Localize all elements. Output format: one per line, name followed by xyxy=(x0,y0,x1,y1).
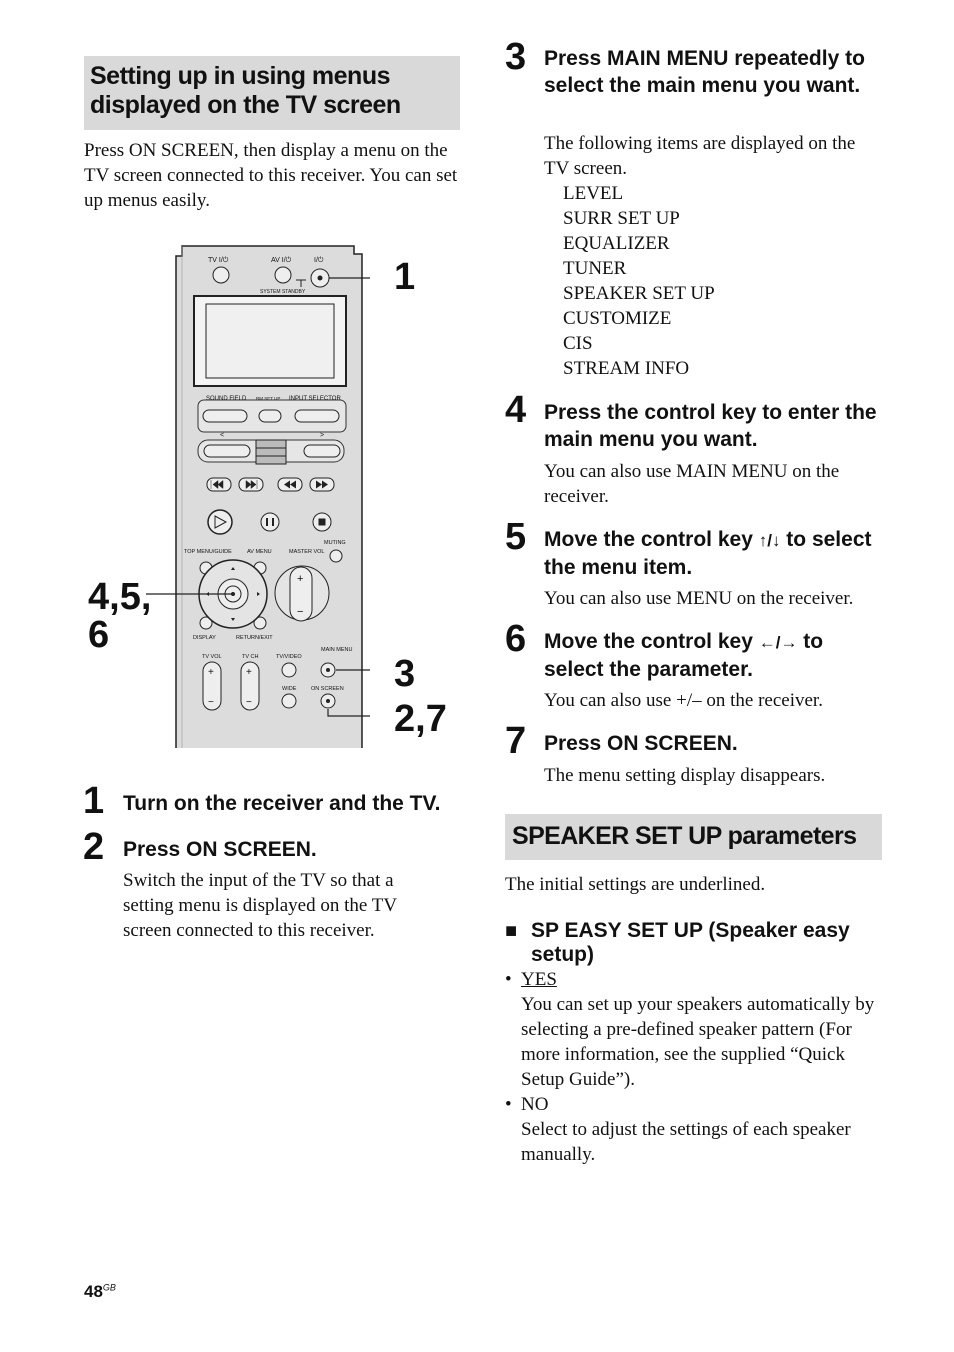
step-3-number: 3 xyxy=(505,36,527,78)
tv-vol-label: TV VOL xyxy=(202,654,222,660)
vol-plus-label: + xyxy=(297,573,304,585)
rm-set-up-label: RM SET UP xyxy=(256,396,281,401)
muting-button[interactable] xyxy=(330,550,342,562)
menu-item-surr-set-up: SURR SET UP xyxy=(563,208,680,229)
input-selector-button[interactable] xyxy=(295,410,339,422)
sp-easy-set-up-subheading xyxy=(505,919,885,967)
step-4-body: You can also use MAIN MENU on the receiver. xyxy=(544,461,840,507)
power-label: I/⏻ xyxy=(314,257,324,264)
menu-item-speaker-set-up: SPEAKER SET UP xyxy=(563,283,715,304)
menu-item-level: LEVEL xyxy=(563,183,624,204)
tv-ch-plus-label: + xyxy=(246,667,252,678)
rm-set-up-button[interactable] xyxy=(259,410,281,422)
tv-vol-plus-label: + xyxy=(208,667,214,678)
step-6-heading xyxy=(544,628,884,683)
tv-ch-label: TV CH xyxy=(242,654,259,660)
yes-description: You can set up your speakers automatically by selecting a pre-defined speaker pattern (For more information, see the supplied “Quick Setup Guide”). xyxy=(521,994,875,1090)
bullet-icon: • xyxy=(505,969,512,990)
step-3-body: The following items are displayed on the TV screen. xyxy=(544,133,856,179)
tv-video-label: TV/VIDEO xyxy=(276,654,302,660)
page-number-value: 48 xyxy=(84,1282,103,1301)
yes-label: YES xyxy=(521,969,557,990)
step-1-heading: Turn on the receiver and the TV. xyxy=(123,792,441,815)
input-left-button[interactable] xyxy=(204,445,250,457)
page-number xyxy=(84,1282,116,1302)
tv-ch-minus-label: − xyxy=(246,697,252,708)
step-7-body: The menu setting display disappears. xyxy=(544,765,826,786)
menu-item-cis: CIS xyxy=(563,333,593,354)
section-title-line2: displayed on the TV screen xyxy=(90,91,401,119)
step-1-number: 1 xyxy=(83,780,105,822)
no-option xyxy=(505,1092,882,1167)
input-selector-label: INPUT SELECTOR xyxy=(289,396,341,402)
sound-field-label: SOUND FIELD xyxy=(206,396,247,402)
display-label: DISPLAY xyxy=(193,635,216,641)
menu-item-stream-info: STREAM INFO xyxy=(563,358,690,379)
step-6-heading-post: to select the parameter. xyxy=(544,630,824,681)
section-title-line1: Setting up in using menus xyxy=(90,62,390,90)
tv-power-label: TV I/⏻ xyxy=(208,257,229,264)
step-5-heading-pre: Move the control key xyxy=(544,528,759,551)
callout-3: 3 xyxy=(394,653,416,695)
remote-control-illustration xyxy=(170,242,370,748)
system-standby-label: SYSTEM STANDBY xyxy=(260,289,306,295)
step-5-body: You can also use MENU on the receiver. xyxy=(544,588,854,609)
pause-button[interactable] xyxy=(261,513,279,531)
menu-item-customize: CUSTOMIZE xyxy=(563,308,672,329)
step-5-number: 5 xyxy=(505,516,527,558)
play-button[interactable] xyxy=(208,510,232,534)
step-3-heading: Press MAIN MENU repeatedly to select the main menu you want. xyxy=(544,47,865,97)
callout-1: 1 xyxy=(394,256,416,298)
step-4-number: 4 xyxy=(505,389,527,431)
left-label: < xyxy=(220,432,225,439)
sound-field-button[interactable] xyxy=(203,410,247,422)
main-menu-label: MAIN MENU xyxy=(321,647,353,653)
page-suffix: GB xyxy=(102,1282,116,1293)
step-7-heading: Press ON SCREEN. xyxy=(544,732,738,755)
av-power-label: AV I/⏻ xyxy=(271,257,292,264)
menu-item-tuner: TUNER xyxy=(563,258,627,279)
step-5-heading xyxy=(544,526,884,581)
sub-title-line2: setup) xyxy=(531,943,594,966)
section-heading xyxy=(84,56,460,130)
right-label: > xyxy=(320,432,325,439)
on-screen-label: ON SCREEN xyxy=(311,686,344,692)
top-menu-label: TOP MENU/GUIDE xyxy=(184,549,232,555)
square-bullet-icon: ■ xyxy=(505,920,518,942)
callout-line-456 xyxy=(146,590,236,600)
vol-minus-label: − xyxy=(297,606,304,618)
tv-power-button[interactable] xyxy=(213,267,229,283)
menu-item-equalizer: EQUALIZER xyxy=(563,233,670,254)
up-down-arrows-icon: ↑/↓ xyxy=(758,531,781,550)
callout-4-5-6 xyxy=(88,578,151,654)
callout-2-7: 2,7 xyxy=(394,698,447,740)
step-6-number: 6 xyxy=(505,618,527,660)
sub-title-line1: SP EASY SET UP (Speaker easy xyxy=(531,919,850,942)
step-6-heading-pre: Move the control key xyxy=(544,630,759,653)
speaker-set-up-heading xyxy=(505,814,882,860)
av-power-button[interactable] xyxy=(275,267,291,283)
bullet-icon: • xyxy=(505,1094,512,1115)
left-right-arrows-icon: ←/→ xyxy=(758,633,798,652)
wide-label: WIDE xyxy=(282,686,297,692)
tv-video-button[interactable] xyxy=(282,663,296,677)
yes-option xyxy=(505,967,882,1092)
step-2-number: 2 xyxy=(83,826,105,868)
return-exit-label: RETURN/EXIT xyxy=(236,635,273,641)
main-menu-list xyxy=(563,181,715,381)
step-2-body: Switch the input of the TV so that a setting menu is displayed on the TV screen connected to this receiver. xyxy=(123,870,397,941)
step-2-heading: Press ON SCREEN. xyxy=(123,838,317,861)
step-5-heading-post: to select the menu item. xyxy=(544,528,872,579)
step-4-heading: Press the control key to enter the main menu you want. xyxy=(544,401,877,451)
tv-vol-minus-label: − xyxy=(208,697,214,708)
no-label: NO xyxy=(521,1094,549,1115)
step-6-body: You can also use +/– on the receiver. xyxy=(544,690,823,711)
no-description: Select to adjust the settings of each speaker manually. xyxy=(521,1119,851,1165)
speaker-set-up-intro: The initial settings are underlined. xyxy=(505,874,766,895)
input-right-button[interactable] xyxy=(304,445,340,457)
lcd-screen xyxy=(206,304,334,378)
slider-switch[interactable] xyxy=(256,440,286,464)
callout-456-line2: 6 xyxy=(88,614,110,656)
step-7-number: 7 xyxy=(505,720,527,762)
wide-button[interactable] xyxy=(282,694,296,708)
intro-paragraph: Press ON SCREEN, then display a menu on the TV screen connected to this receiver. You can set up menus easily. xyxy=(84,140,458,211)
muting-label: MUTING xyxy=(324,540,346,546)
callout-456-line1: 4,5, xyxy=(88,576,152,618)
av-menu-label: AV MENU xyxy=(247,549,272,555)
master-vol-label: MASTER VOL xyxy=(289,549,325,555)
speaker-set-up-title: SPEAKER SET UP parameters xyxy=(512,822,857,850)
